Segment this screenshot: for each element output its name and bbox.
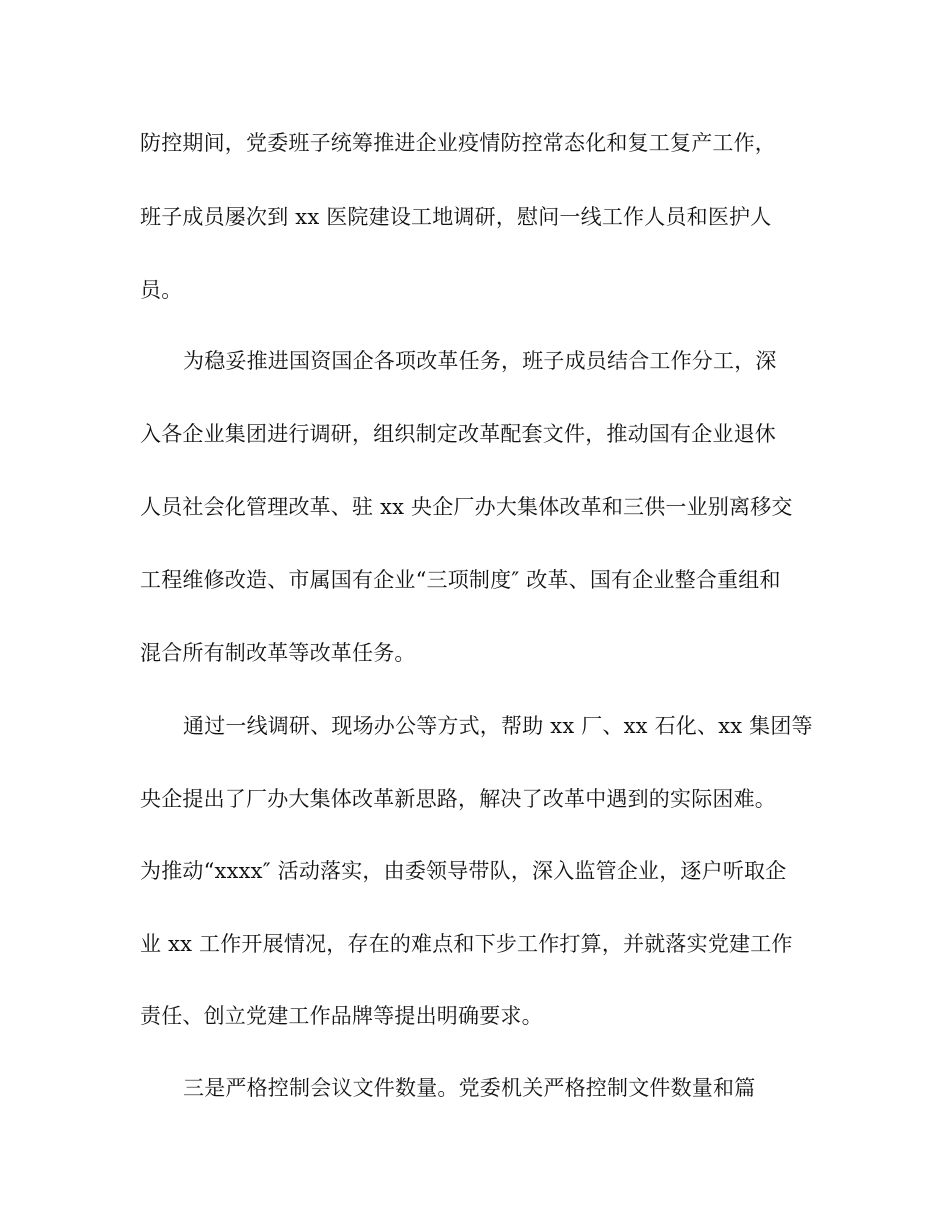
text-line-13: 责任、创立党建工作品牌等提出明确要求。 bbox=[140, 1004, 543, 1028]
text-line-7: 工程维修改造、市属国有企业“三项制度″ 改革、国有企业整合重组和 bbox=[140, 568, 781, 592]
text-line-10: 央企提出了厂办大集体改革新思路，解决了改革中遇到的实际困难。 bbox=[140, 787, 776, 811]
text-line-9: 通过一线调研、现场办公等方式，帮助 xx 厂、xx 石化、xx 集团等 bbox=[183, 714, 813, 738]
text-line-8: 混合所有制改革等改革任务。 bbox=[140, 641, 416, 665]
text-line-6: 人员社会化管理改革、驻 xx 央企厂办大集体改革和三供一业别离移交 bbox=[140, 495, 793, 519]
text-line-11: 为推动“xxxx″ 活动落实，由委领导带队，深入监管企业，逐户听取企 bbox=[140, 859, 787, 883]
text-line-3: 员。 bbox=[140, 278, 183, 302]
text-line-4: 为稳妥推进国资国企各项改革任务，班子成员结合工作分工，深 bbox=[183, 349, 777, 373]
text-line-1: 防控期间，党委班子统筹推进企业疫情防控常态化和复工复产工作， bbox=[140, 131, 776, 155]
text-line-14: 三是严格控制会议文件数量。党委机关严格控制文件数量和篇 bbox=[183, 1076, 756, 1100]
text-line-2: 班子成员屡次到 xx 医院建设工地调研，慰问一线工作人员和医护人 bbox=[140, 205, 772, 229]
text-line-5: 入各企业集团进行调研，组织制定改革配套文件，推动国有企业退休 bbox=[140, 422, 776, 446]
text-line-12: 业 xx 工作开展情况，存在的难点和下步工作打算，并就落实党建工作 bbox=[140, 932, 793, 956]
